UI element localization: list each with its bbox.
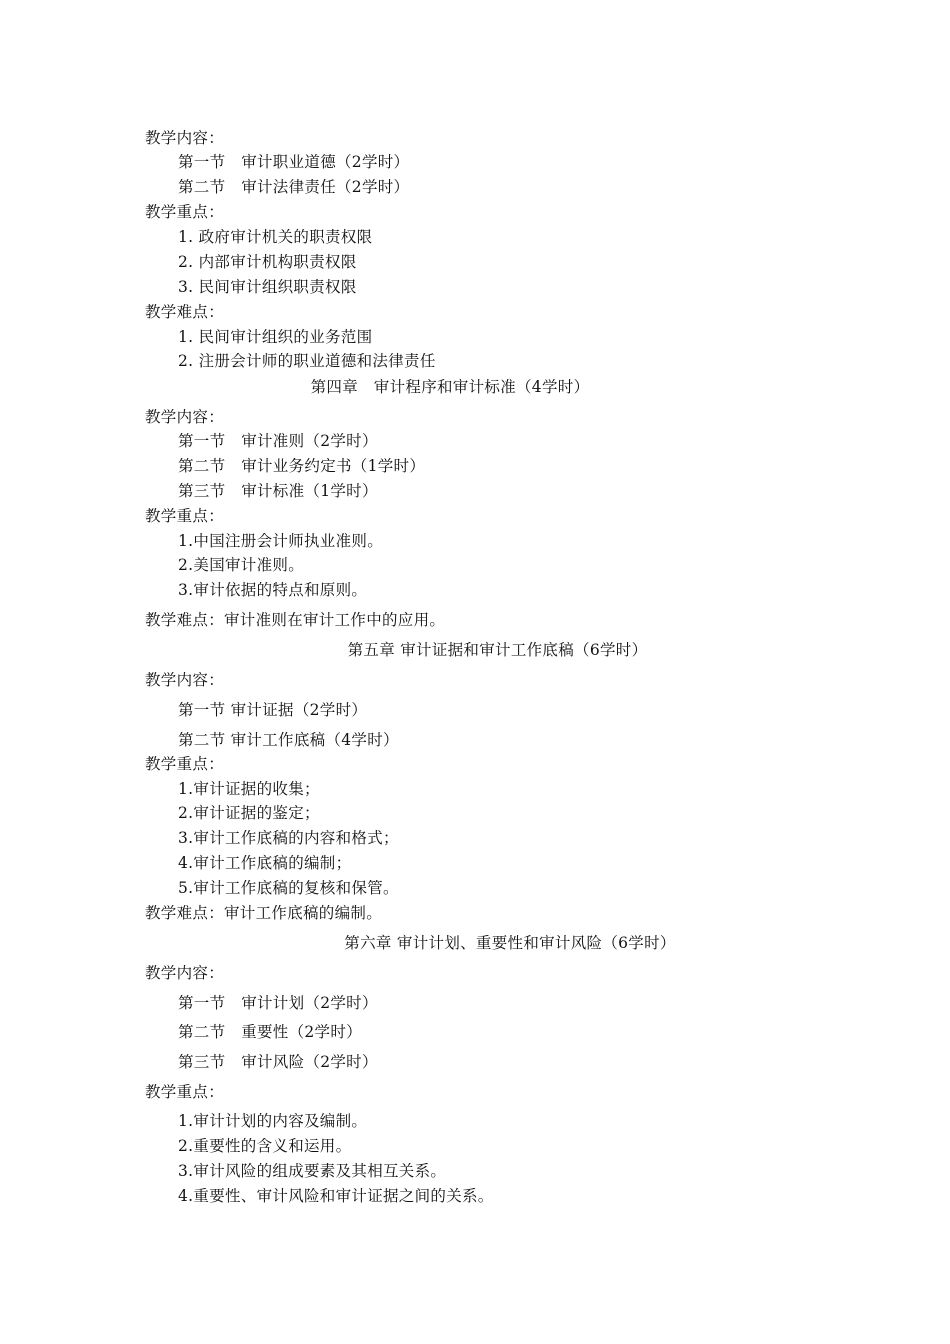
list-item: 第三节 审计风险（2学时） [178, 1053, 378, 1071]
list-item: 第二节 审计工作底稿（4学时） [178, 731, 399, 749]
list-item: 1.审计计划的内容及编制。 [178, 1112, 368, 1130]
list-item: 3.审计风险的组成要素及其相互关系。 [178, 1162, 447, 1180]
section-label: 教学内容： [145, 408, 225, 426]
section-label: 教学重点： [145, 507, 225, 525]
chapter-heading: 第四章 审计程序和审计标准（4学时） [310, 378, 590, 396]
list-item: 2. 内部审计机构职责权限 [178, 253, 357, 271]
chapter-heading: 第六章 审计计划、重要性和审计风险（6学时） [344, 934, 676, 952]
list-item: 4.重要性、审计风险和审计证据之间的关系。 [178, 1187, 494, 1205]
list-item: 第二节 审计业务约定书（1学时） [178, 457, 426, 475]
list-item: 1. 政府审计机关的职责权限 [178, 228, 373, 246]
list-item: 第一节 审计计划（2学时） [178, 994, 378, 1012]
section-label: 教学内容： [145, 129, 225, 147]
list-item: 2.美国审计准则。 [178, 556, 304, 574]
list-item: 1. 民间审计组织的业务范围 [178, 328, 373, 346]
list-item: 3.审计工作底稿的内容和格式； [178, 829, 399, 847]
section-label: 教学难点： [145, 303, 225, 321]
section-label: 教学重点： [145, 1083, 225, 1101]
list-item: 1.中国注册会计师执业准则。 [178, 532, 383, 550]
list-item: 第一节 审计准则（2学时） [178, 432, 378, 450]
list-item: 5.审计工作底稿的复核和保管。 [178, 879, 399, 897]
list-item: 第二节 审计法律责任（2学时） [178, 178, 410, 196]
list-item: 第一节 审计职业道德（2学时） [178, 153, 410, 171]
list-item: 2. 注册会计师的职业道德和法律责任 [178, 352, 436, 370]
chapter-heading: 第五章 审计证据和审计工作底稿（6学时） [347, 641, 648, 659]
list-item: 2.审计证据的鉴定； [178, 804, 320, 822]
list-item: 第二节 重要性（2学时） [178, 1023, 362, 1041]
section-label: 教学难点：审计准则在审计工作中的应用。 [145, 611, 446, 629]
section-label: 教学重点： [145, 755, 225, 773]
section-label: 教学重点： [145, 203, 225, 221]
list-item: 4.审计工作底稿的编制； [178, 854, 352, 872]
section-label: 教学难点：审计工作底稿的编制。 [145, 904, 383, 922]
list-item: 第一节 审计证据（2学时） [178, 701, 368, 719]
list-item: 3. 民间审计组织职责权限 [178, 278, 357, 296]
section-label: 教学内容： [145, 671, 225, 689]
list-item: 1.审计证据的收集； [178, 780, 320, 798]
list-item: 3.审计依据的特点和原则。 [178, 581, 368, 599]
list-item: 第三节 审计标准（1学时） [178, 482, 378, 500]
section-label: 教学内容： [145, 964, 225, 982]
list-item: 2.重要性的含义和运用。 [178, 1137, 352, 1155]
